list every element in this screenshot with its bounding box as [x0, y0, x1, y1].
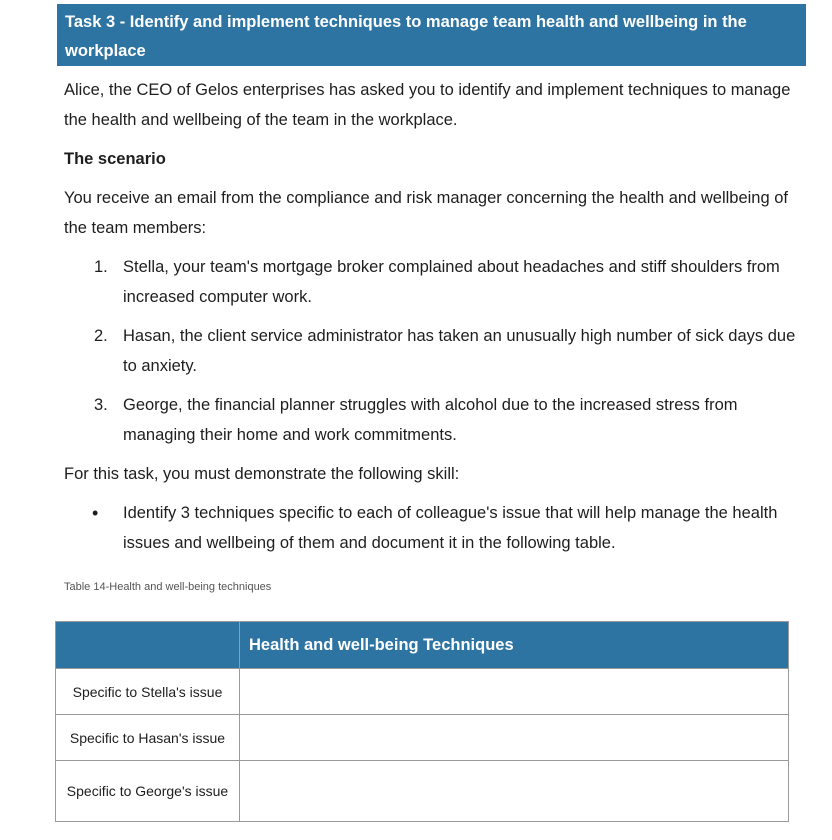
bullet-icon: •: [92, 503, 99, 523]
row-label: Specific to Hasan's issue: [56, 715, 240, 761]
table-row: [56, 715, 789, 761]
header-cell-empty: [56, 622, 240, 669]
technique-cell[interactable]: [240, 715, 789, 761]
scenario-heading: The scenario: [64, 150, 166, 168]
issue-number: 3.: [94, 396, 108, 414]
header-cell-techniques: Health and well-being Techniques: [240, 622, 789, 669]
techniques-table: [55, 621, 789, 822]
issue-text: Stella, your team's mortgage broker complained about headaches and stiff shoulders from increased computer work.: [123, 258, 780, 306]
table-row: [56, 669, 789, 715]
technique-cell[interactable]: [240, 669, 789, 715]
technique-cell[interactable]: [240, 761, 789, 822]
table-row: [56, 761, 789, 822]
row-label: Specific to George's issue: [56, 761, 240, 822]
task-title: Task 3 - Identify and implement techniques to manage team health and wellbeing in the workplace: [57, 4, 806, 66]
table-header-row: [56, 622, 789, 669]
skill-text: Identify 3 techniques specific to each of colleague's issue that will help manage the health issues and wellbeing of them and document it in the following table.: [123, 504, 778, 552]
row-label: Specific to Stella's issue: [56, 669, 240, 715]
issue-number: 1.: [94, 258, 108, 276]
task-instruction: For this task, you must demonstrate the following skill:: [64, 465, 460, 483]
issue-text: Hasan, the client service administrator has taken an unusually high number of sick days due to anxiety.: [123, 327, 796, 375]
intro-paragraph: Alice, the CEO of Gelos enterprises has asked you to identify and implement techniques to manage the health and wellbeing of the team in the workplace.: [64, 81, 791, 129]
table-caption: Table 14-Health and well-being techniques: [64, 581, 272, 593]
scenario-text: You receive an email from the compliance and risk manager concerning the health and wellbeing of the team members:: [64, 189, 788, 237]
issue-number: 2.: [94, 327, 108, 345]
issue-text: George, the financial planner struggles with alcohol due to the increased stress from managing their home and work commitments.: [123, 396, 738, 444]
